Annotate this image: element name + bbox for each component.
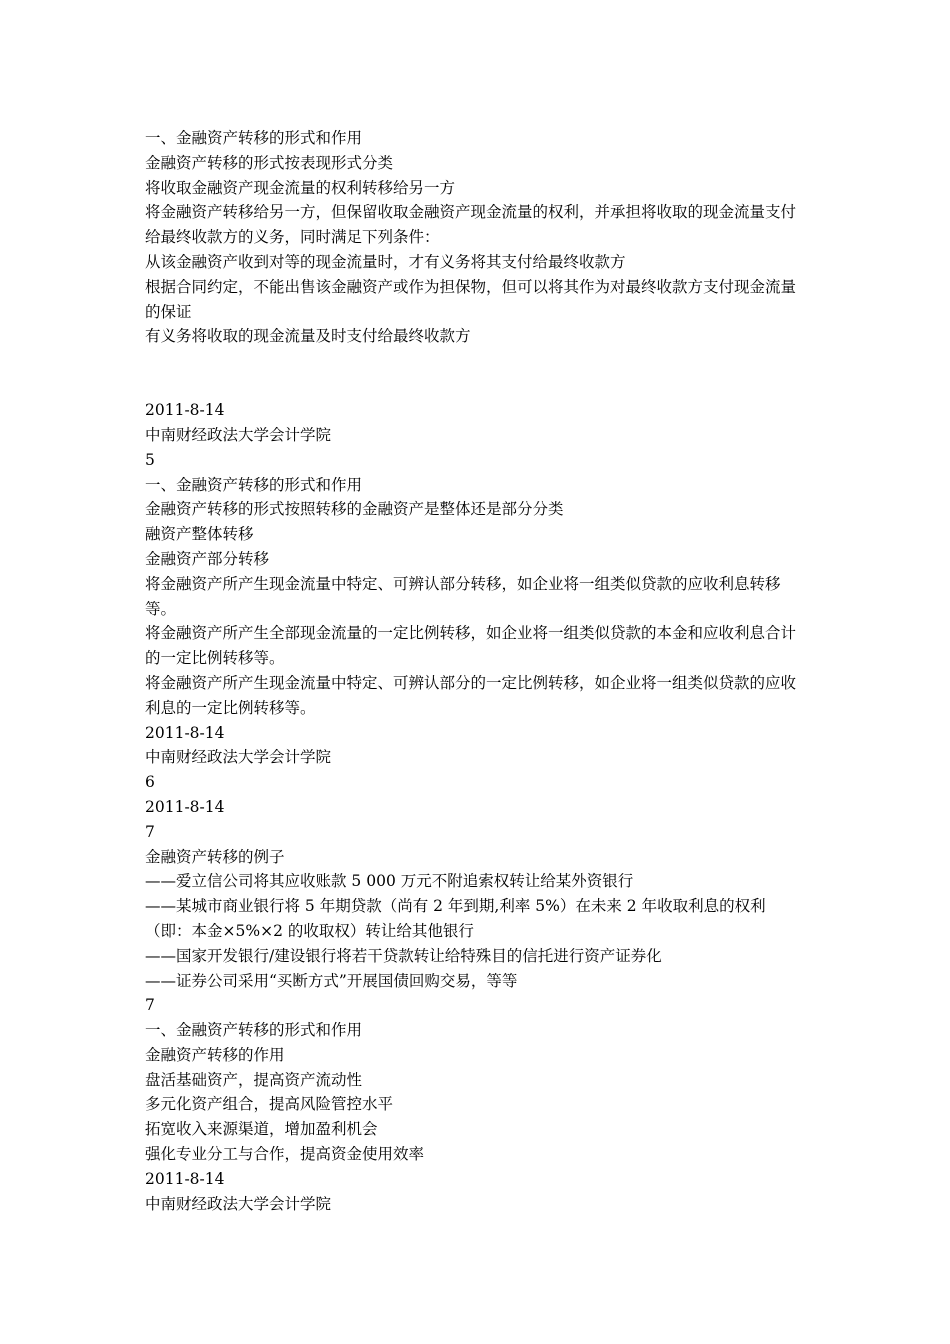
text-line: 融资产整体转移: [145, 525, 254, 544]
date-line: 2011-8-14: [145, 723, 225, 742]
institution-line: 中南财经政法大学会计学院: [145, 425, 332, 444]
subheading: 金融资产转移的例子: [145, 847, 285, 866]
text-line: 多元化资产组合，提高风险管控水平: [145, 1095, 394, 1114]
text-paragraph: 将金融资产所产生全部现金流量的一定比例转移，如企业将一组类似贷款的本金和应收利息合计的一定比例转移等。: [145, 624, 797, 668]
page-number: 7: [145, 996, 155, 1015]
text-paragraph: 根据合同约定，不能出售该金融资产或作为担保物，但可以将其作为对最终收款方支付现金流量的保证: [145, 277, 797, 321]
example-item: ——爱立信公司将其应收账款 5 000 万元不附追索权转让给某外资银行: [145, 872, 634, 891]
text-line: 从该金融资产收到对等的现金流量时，才有义务将其支付给最终收款方: [145, 252, 626, 271]
institution-line: 中南财经政法大学会计学院: [145, 748, 332, 767]
page-number: 7: [145, 822, 155, 841]
date-line: 2011-8-14: [145, 1169, 225, 1188]
date-line: 2011-8-14: [145, 797, 225, 816]
text-paragraph: 将金融资产所产生现金流量中特定、可辨认部分转移，如企业将一组类似贷款的应收利息转移等。: [145, 574, 781, 618]
text-line: 盘活基础资产，提高资产流动性: [145, 1070, 363, 1089]
date-line: 2011-8-14: [145, 401, 225, 420]
section-heading: 一、金融资产转移的形式和作用: [145, 475, 363, 494]
text-line: 强化专业分工与合作，提高资金使用效率: [145, 1145, 425, 1164]
text-line: 拓宽收入来源渠道，增加盈利机会: [145, 1120, 378, 1139]
text-line: 将收取金融资产现金流量的权利转移给另一方: [145, 178, 456, 197]
subheading: 金融资产转移的作用: [145, 1045, 285, 1064]
text-paragraph: 将金融资产所产生现金流量中特定、可辨认部分的一定比例转移，如企业将一组类似贷款的应收利息的一定比例转移等。: [145, 673, 797, 717]
page-number: 5: [145, 450, 155, 469]
example-item: ——证券公司采用“买断方式”开展国债回购交易，等等: [145, 971, 518, 990]
section-heading: 一、金融资产转移的形式和作用: [145, 1021, 363, 1040]
document-page: [145, 126, 810, 1216]
example-item: ——某城市商业银行将 5 年期贷款（尚有 2 年到期,利率 5%）在未来 2 年收取利息的权利（即：本金×5%×2 的收取权）转让给其他银行: [145, 897, 766, 940]
subheading: 金融资产转移的形式按照转移的金融资产是整体还是部分分类: [145, 500, 564, 519]
text-line: 有义务将收取的现金流量及时支付给最终收款方: [145, 327, 471, 346]
example-item: ——国家开发银行/建设银行将若干贷款转让给特殊目的信托进行资产证券化: [145, 946, 662, 965]
section-block-2: [145, 398, 810, 1216]
page-number: 6: [145, 773, 155, 792]
institution-line: 中南财经政法大学会计学院: [145, 1194, 332, 1213]
subheading: 金融资产转移的形式按表现形式分类: [145, 153, 394, 172]
text-line: 金融资产部分转移: [145, 549, 270, 568]
section-block-1: [145, 126, 810, 349]
section-heading: 一、金融资产转移的形式和作用: [145, 129, 363, 147]
blank-space: [145, 349, 810, 398]
text-paragraph: 将金融资产转移给另一方，但保留收取金融资产现金流量的权利，并承担将收取的现金流量支付给最终收款方的义务，同时满足下列条件：: [145, 203, 797, 247]
